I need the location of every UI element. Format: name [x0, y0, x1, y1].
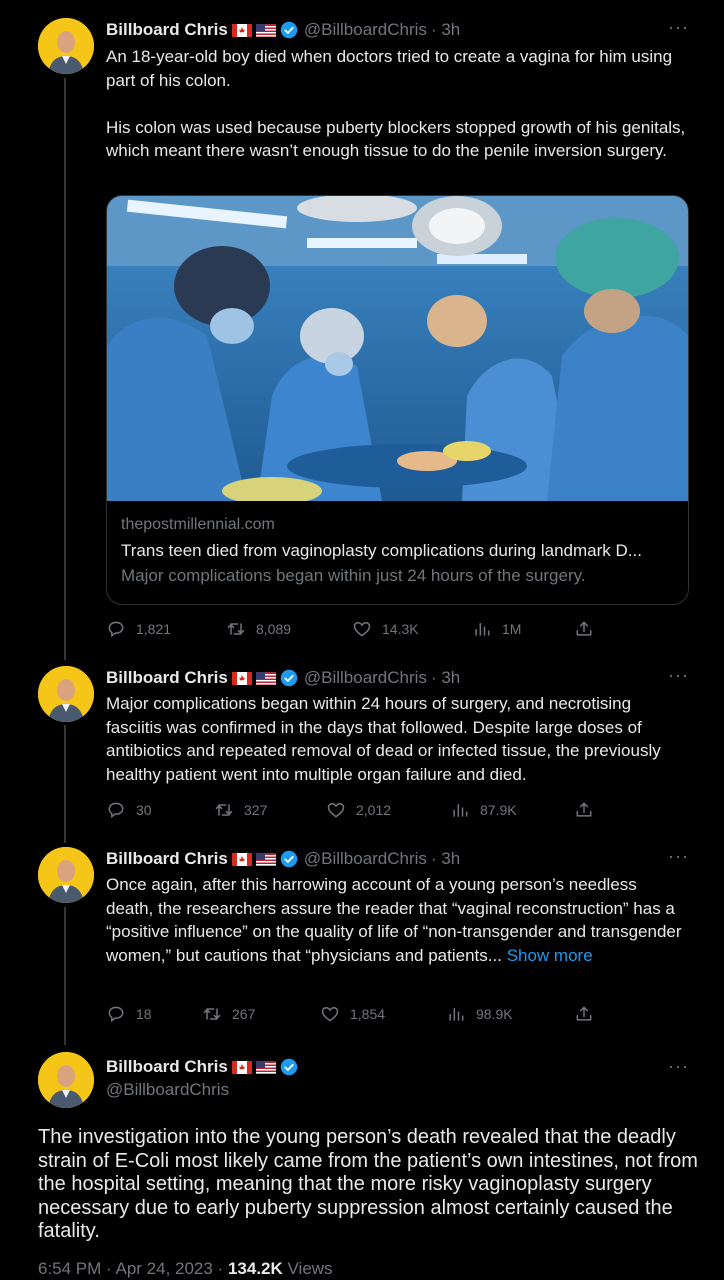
- avatar[interactable]: [38, 1052, 94, 1108]
- usa-flag-icon: [256, 1061, 276, 1074]
- author-name[interactable]: Billboard Chris: [106, 1057, 228, 1076]
- thread-line: [64, 907, 66, 1045]
- verified-badge-icon: [280, 1058, 298, 1076]
- canada-flag-icon: [232, 672, 252, 685]
- main-tweet-text: The investigation into the young person’s death revealed that the deadly strain of E-Coli most likely came from the patient’s own intestines, not from the hospital setting, meaning that the more risky vaginoplasty surgery necessary due to early puberty suppression almost certainly caused the fatality.: [38, 1126, 698, 1242]
- share-icon: [574, 800, 594, 820]
- profile-photo-icon: [38, 18, 94, 74]
- like-button[interactable]: [352, 619, 419, 639]
- like-count: 14.3K: [382, 621, 419, 637]
- tweet-text: [106, 45, 696, 163]
- canada-flag-icon: [232, 853, 252, 866]
- views-button[interactable]: [446, 1004, 513, 1024]
- tweet-time[interactable]: · 3h: [430, 668, 461, 687]
- retweet-button[interactable]: [226, 619, 291, 639]
- reply-count: 1,821: [136, 621, 172, 637]
- heart-icon: [352, 619, 372, 639]
- tweet-text: [106, 873, 686, 967]
- verified-badge-icon: [280, 669, 298, 687]
- thread-line: [64, 78, 66, 660]
- show-more-link[interactable]: Show more: [506, 945, 593, 965]
- author-handle[interactable]: @BillboardChris: [303, 668, 427, 687]
- views-label: Views: [282, 1259, 333, 1278]
- reply-count: 18: [136, 1006, 152, 1022]
- share-icon: [574, 1004, 594, 1024]
- views-count: 1M: [502, 621, 522, 637]
- reply-button[interactable]: [106, 1004, 152, 1024]
- canada-flag-icon: [232, 24, 252, 37]
- views-button[interactable]: [472, 619, 521, 639]
- author-handle[interactable]: @BillboardChris: [303, 849, 427, 868]
- card-domain: thepostmillennial.com: [121, 516, 275, 533]
- share-icon: [574, 619, 594, 639]
- share-button[interactable]: [574, 619, 604, 639]
- reply-icon: [106, 619, 126, 639]
- tweet-header: [106, 849, 460, 869]
- usa-flag-icon: [256, 24, 276, 37]
- views-count: 87.9K: [480, 802, 517, 818]
- retweet-icon: [202, 1004, 222, 1024]
- surgery-photo-icon: [107, 196, 688, 501]
- link-card[interactable]: [106, 195, 689, 605]
- canada-flag-icon: [232, 1061, 252, 1074]
- retweet-button[interactable]: [202, 1004, 255, 1024]
- tweet-header: [106, 1057, 298, 1077]
- views-icon: [472, 619, 492, 639]
- like-count: 1,854: [350, 1006, 386, 1022]
- more-options-icon[interactable]: ···: [668, 17, 689, 37]
- heart-icon: [320, 1004, 340, 1024]
- verified-badge-icon: [280, 850, 298, 868]
- tweet-paragraph: An 18-year-old boy died when doctors tried to create a vagina for him using part of his colon.: [106, 47, 673, 90]
- author-name[interactable]: Billboard Chris: [106, 20, 228, 39]
- share-button[interactable]: [574, 1004, 604, 1024]
- views-icon: [450, 800, 470, 820]
- tweet-actions: [106, 1004, 696, 1028]
- profile-photo-icon: [38, 666, 94, 722]
- retweet-count: 8,089: [256, 621, 292, 637]
- retweet-icon: [214, 800, 234, 820]
- like-button[interactable]: [326, 800, 391, 820]
- reply-icon: [106, 1004, 126, 1024]
- like-button[interactable]: [320, 1004, 385, 1024]
- tweet-header: [106, 20, 460, 40]
- tweet-time[interactable]: · 3h: [430, 20, 461, 39]
- like-count: 2,012: [356, 802, 392, 818]
- profile-photo-icon: [38, 847, 94, 903]
- author-name[interactable]: Billboard Chris: [106, 668, 228, 687]
- reply-button[interactable]: [106, 619, 171, 639]
- avatar[interactable]: [38, 666, 94, 722]
- share-button[interactable]: [574, 800, 604, 820]
- reply-icon: [106, 800, 126, 820]
- tweet-time[interactable]: · 3h: [430, 849, 461, 868]
- tweet-timestamp[interactable]: 6:54 PM · Apr 24, 2023 ·: [38, 1259, 228, 1278]
- retweet-count: 267: [232, 1006, 256, 1022]
- tweet-actions: [106, 619, 696, 643]
- retweet-count: 327: [244, 802, 268, 818]
- author-handle[interactable]: @BillboardChris: [303, 20, 427, 39]
- retweet-button[interactable]: [214, 800, 267, 820]
- reply-button[interactable]: [106, 800, 152, 820]
- profile-photo-icon: [38, 1052, 94, 1108]
- views-count: 98.9K: [476, 1006, 513, 1022]
- reply-count: 30: [136, 802, 152, 818]
- usa-flag-icon: [256, 672, 276, 685]
- verified-badge-icon: [280, 21, 298, 39]
- tweet-paragraph: Once again, after this harrowing account of a young person’s needless death, the researchers assure the reader that “vaginal reconstruction” has a “positive influence” on the quality of life of “non-transgender and transgender women,” but cautions that “physicians and patients...: [106, 875, 682, 965]
- more-options-icon[interactable]: ···: [668, 665, 689, 685]
- tweet-text: [106, 692, 686, 786]
- avatar[interactable]: [38, 18, 94, 74]
- author-handle[interactable]: @BillboardChris: [106, 1080, 230, 1099]
- views-button[interactable]: [450, 800, 517, 820]
- more-options-icon[interactable]: ···: [668, 1056, 689, 1076]
- card-description: Major complications began within just 24 hours of the surgery.: [121, 566, 586, 585]
- tweet-metadata: [38, 1259, 333, 1279]
- more-options-icon[interactable]: ···: [668, 846, 689, 866]
- usa-flag-icon: [256, 853, 276, 866]
- author-name[interactable]: Billboard Chris: [106, 849, 228, 868]
- tweet-header: [106, 668, 460, 688]
- retweet-icon: [226, 619, 246, 639]
- tweet-paragraph: His colon was used because puberty blockers stopped growth of his genitals, which meant there wasn’t enough tissue to do the penile inversion surgery.: [106, 117, 686, 160]
- tweet-actions: [106, 800, 696, 824]
- views-count: 134.2K: [227, 1259, 283, 1278]
- views-icon: [446, 1004, 466, 1024]
- thread-line: [64, 725, 66, 843]
- avatar[interactable]: [38, 847, 94, 903]
- card-title: Trans teen died from vaginoplasty complications during landmark D...: [121, 541, 642, 560]
- heart-icon: [326, 800, 346, 820]
- tweet-paragraph: Major complications began within 24 hours of surgery, and necrotising fasciitis was confirmed in the days that followed. Despite large doses of antibiotics and repeated removal of dead or infected tissue, the previously healthy patient went into multiple organ failure and died.: [106, 694, 661, 784]
